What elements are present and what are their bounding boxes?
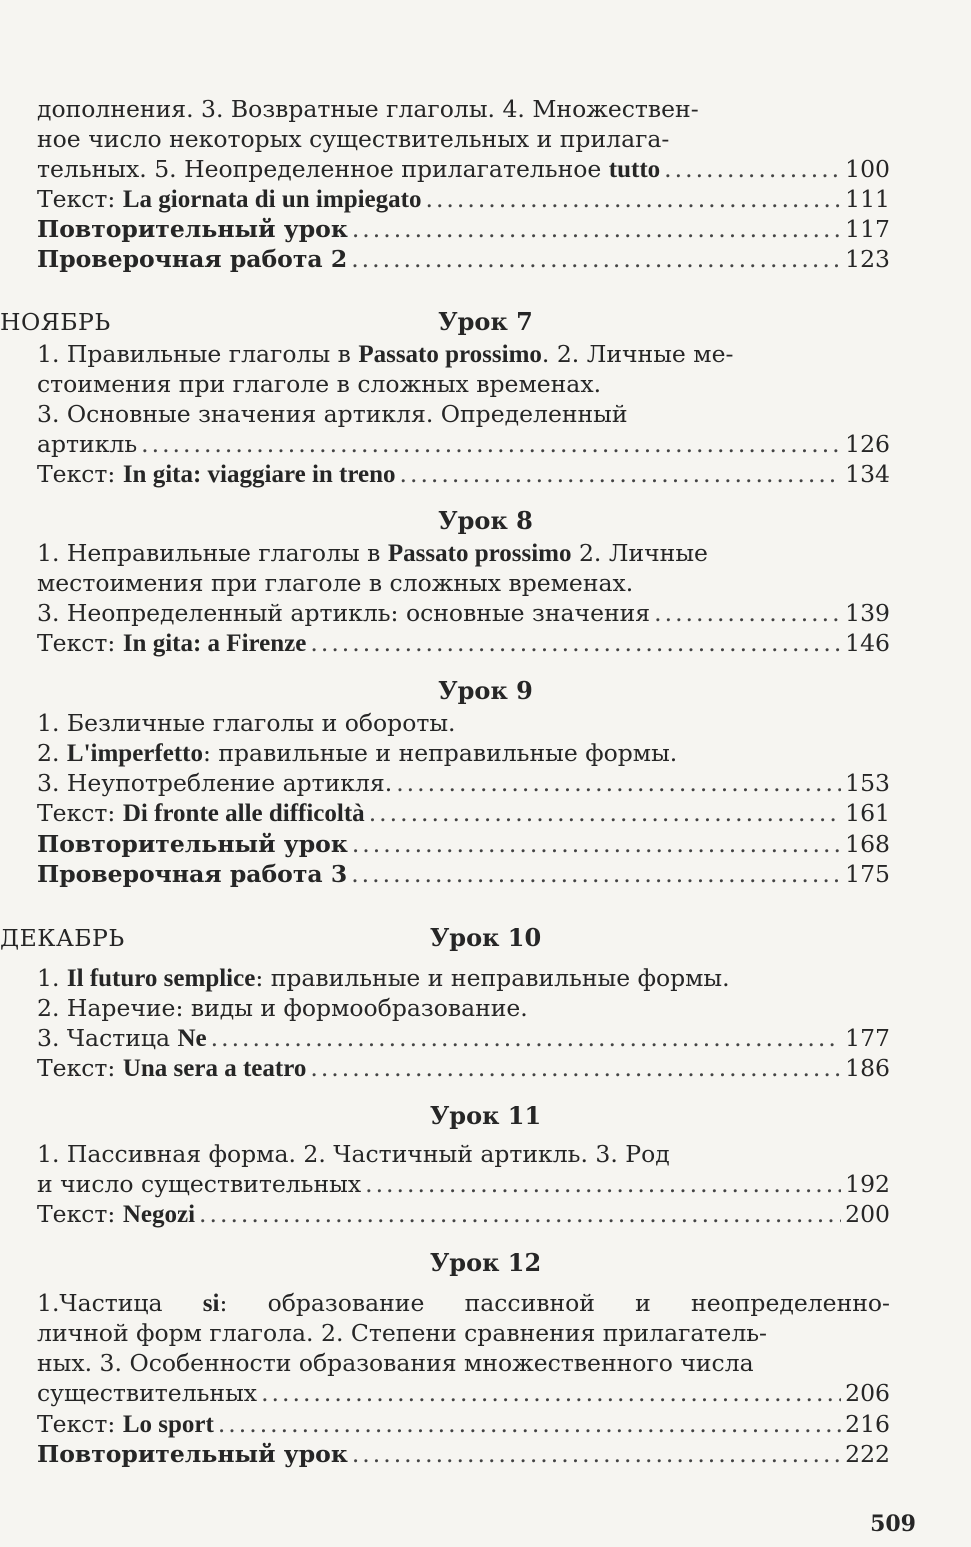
lesson-heading: Урок 11 [429, 1101, 542, 1130]
leader-dots [310, 628, 841, 658]
leader-dots [141, 429, 841, 459]
page-ref: 153 [845, 769, 890, 797]
leader-dots [396, 768, 841, 798]
toc-entry[interactable]: Повторительный урок ..... 222 [37, 1439, 890, 1469]
month-heading: ДЕКАБРЬ [0, 924, 125, 952]
toc-entry[interactable]: существительных ..... 206 [37, 1378, 890, 1408]
toc-entry[interactable]: Текст: In gita: a Firenze ..... 146 [37, 628, 890, 659]
page-ref: 177 [845, 1024, 890, 1052]
page-ref: 192 [845, 1170, 890, 1198]
page-ref: 168 [845, 830, 890, 858]
toc-line: 1. Il futuro semplice: правильные и неправильные формы. [37, 964, 730, 992]
leader-dots [351, 859, 841, 889]
toc-line: ных. 3. Особенности образования множественного числа [37, 1349, 754, 1377]
leader-dots [400, 459, 842, 489]
page-number: 509 [870, 1511, 916, 1537]
leader-dots [261, 1378, 841, 1408]
page-ref: 100 [845, 155, 890, 183]
toc-entry[interactable]: 3. Частица Ne ..... 177 [37, 1023, 890, 1054]
toc-entry[interactable]: Повторительный урок ..... 168 [37, 829, 890, 859]
leader-dots [664, 154, 841, 184]
toc-line: дополнения. 3. Возвратные глаголы. 4. Множествен- [37, 95, 699, 123]
leader-dots [369, 798, 841, 828]
page-ref: 146 [845, 629, 890, 657]
lesson-heading: Урок 10 [429, 923, 542, 952]
toc-line: 1. Правильные глаголы в Passato prossimo. 2. Личные ме- [37, 340, 734, 368]
leader-dots [351, 244, 841, 274]
toc-entry[interactable]: Проверочная работа 2 ..... 123 [37, 244, 890, 274]
toc-entry[interactable]: 3. Неопределенный артикль: основные значения ..... 139 [37, 598, 890, 628]
leader-dots [425, 184, 841, 214]
toc-line: 1. Пассивная форма. 2. Частичный артикль. 3. Род [37, 1140, 670, 1168]
toc-entry[interactable]: 3. Неупотребление артикля. ..... 153 [37, 768, 890, 798]
toc-line: 2. Наречие: виды и формообразование. [37, 994, 528, 1022]
page-ref: 117 [845, 215, 890, 243]
page-ref: 161 [845, 799, 890, 827]
leader-dots [352, 1439, 841, 1469]
page-ref: 222 [845, 1440, 890, 1468]
page-ref: 134 [845, 460, 890, 488]
lesson-heading: Урок 9 [438, 676, 533, 705]
page-ref: 186 [845, 1054, 890, 1082]
lesson-heading: Урок 7 [438, 307, 533, 336]
lesson-heading: Урок 8 [438, 506, 533, 535]
page-ref: 139 [845, 599, 890, 627]
toc-line: 2. L'imperfetto: правильные и неправильные формы. [37, 739, 678, 767]
page-ref: 126 [845, 430, 890, 458]
toc-entry[interactable]: Текст: Lo sport ..... 216 [37, 1409, 890, 1440]
leader-dots [218, 1409, 841, 1439]
toc-line: 1. Безличные глаголы и обороты. [37, 709, 456, 737]
page-ref: 216 [845, 1410, 890, 1438]
toc-entry[interactable]: артикль ..... 126 [37, 429, 890, 459]
leader-dots [352, 829, 841, 859]
toc-entry[interactable]: Текст: Una sera a teatro ..... 186 [37, 1053, 890, 1084]
toc-line: личной форм глагола. 2. Степени сравнения прилагатель- [37, 1319, 767, 1347]
leader-dots [211, 1023, 842, 1053]
leader-dots [352, 214, 841, 244]
toc-entry[interactable]: Текст: La giornata di un impiegato ..... 111 [37, 184, 890, 215]
leader-dots [654, 598, 841, 628]
page-ref: 206 [845, 1379, 890, 1407]
lesson-heading: Урок 12 [429, 1248, 542, 1277]
toc-line: 1.Частица si: образование пассивной и неопределенно- [37, 1289, 890, 1317]
toc-entry[interactable]: Повторительный урок ..... 117 [37, 214, 890, 244]
page-ref: 111 [845, 185, 890, 213]
toc-line: ное число некоторых существительных и прилага- [37, 125, 670, 153]
leader-dots [199, 1199, 841, 1229]
toc-entry[interactable]: и число существительных ..... 192 [37, 1169, 890, 1199]
toc-entry[interactable]: Проверочная работа 3 ..... 175 [37, 859, 890, 889]
toc-line: местоимения при глаголе в сложных временах. [37, 569, 634, 597]
toc-entry[interactable]: тельных. 5. Неопределенное прилагательное tutto ..... 100 [37, 154, 890, 185]
toc-line: 1. Неправильные глаголы в Passato prossimo 2. Личные [37, 539, 708, 567]
month-heading: НОЯБРЬ [0, 308, 111, 336]
page-ref: 123 [845, 245, 890, 273]
page-ref: 200 [845, 1200, 890, 1228]
leader-dots [310, 1053, 841, 1083]
page-ref: 175 [845, 860, 890, 888]
toc-entry[interactable]: Текст: Negozi ..... 200 [37, 1199, 890, 1230]
toc-line: 3. Основные значения артикля. Определенный [37, 400, 628, 428]
toc-line: стоимения при глаголе в сложных временах. [37, 370, 602, 398]
toc-entry[interactable]: Текст: Di fronte alle difficoltà ..... 161 [37, 798, 890, 829]
toc-entry[interactable]: Текст: In gita: viaggiare in treno ..... 134 [37, 459, 890, 490]
leader-dots [365, 1169, 841, 1199]
